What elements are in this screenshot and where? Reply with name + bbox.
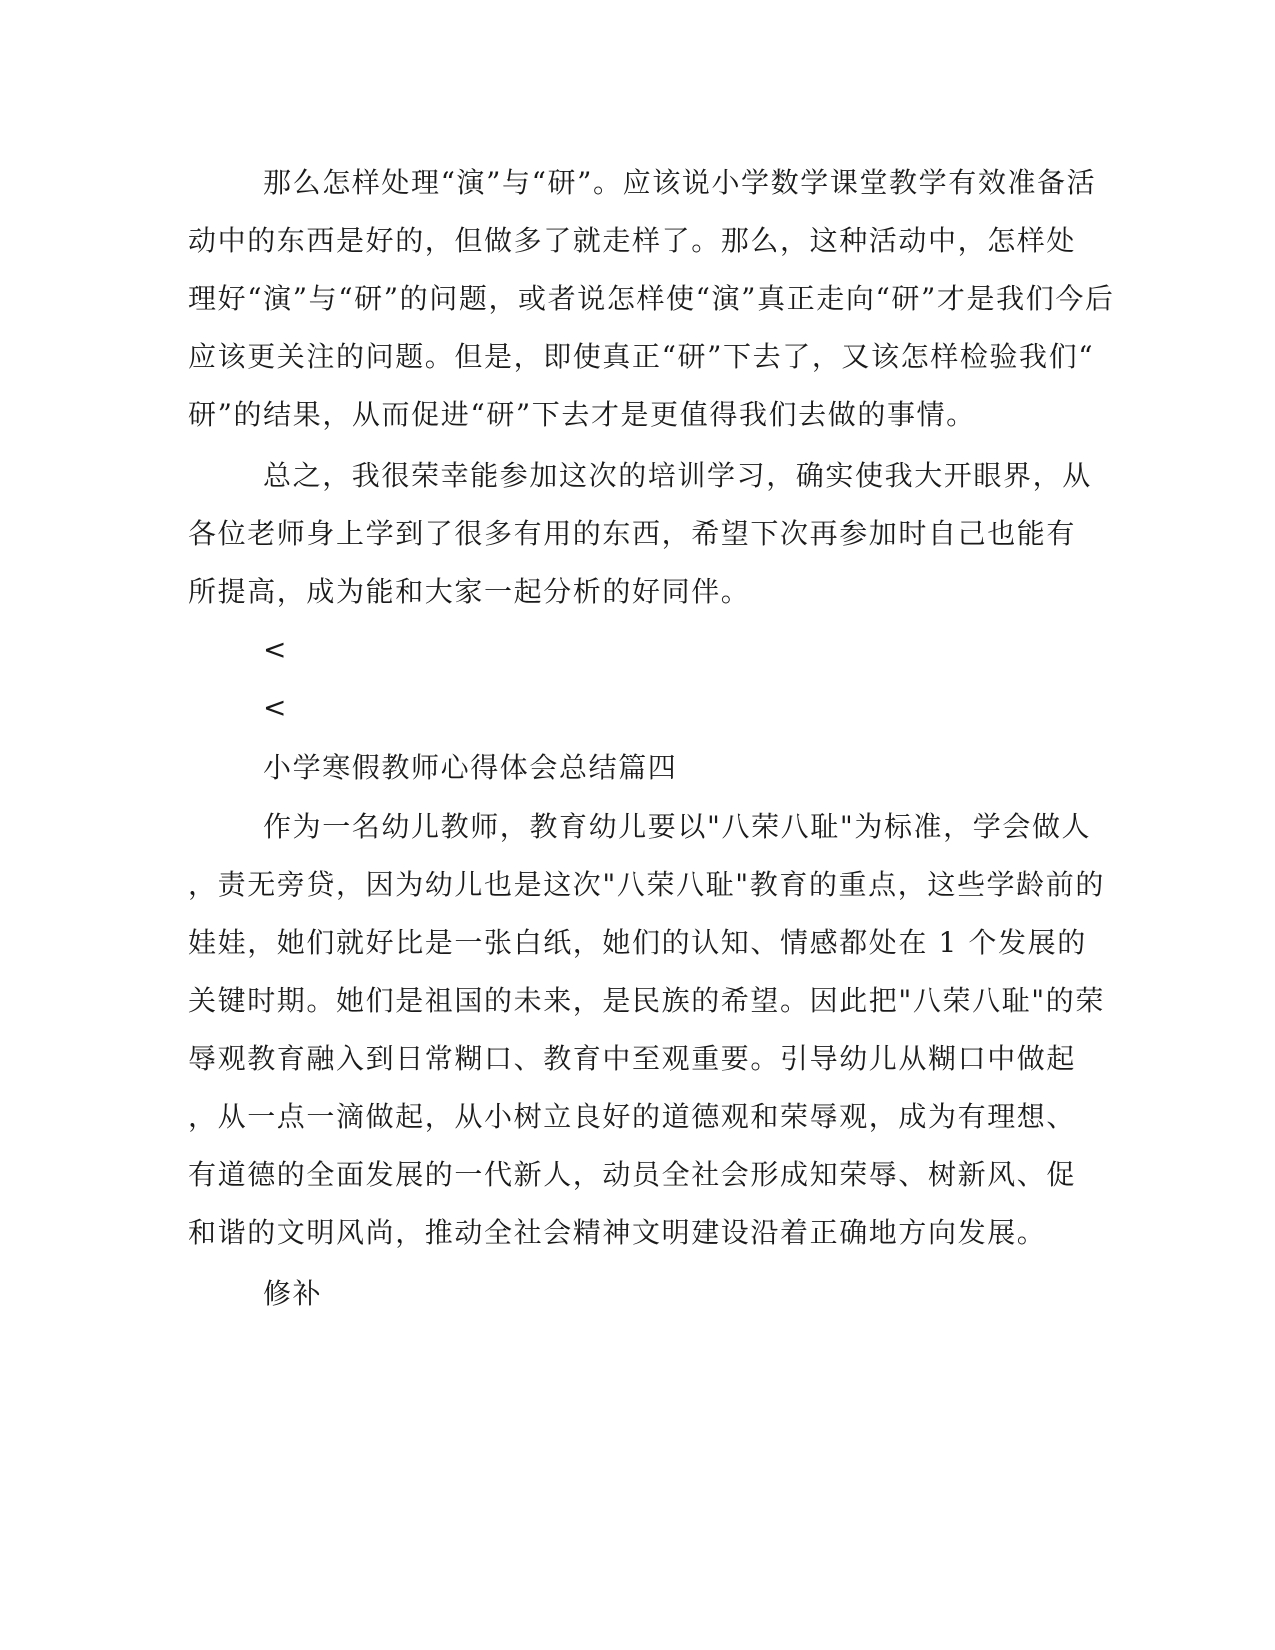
trailing-word: 修补	[263, 1277, 323, 1310]
paragraph-3-line-1: 作为一名幼儿教师，教育幼儿要以"八荣八耻"为标准，学会做人	[263, 810, 1092, 843]
paragraph-3-line-7: 有道德的全面发展的一代新人，动员全社会形成知荣辱、树新风、促	[188, 1158, 1077, 1191]
separator-mark-1: <	[263, 633, 289, 666]
paragraph-2-line-3: 所提高，成为能和大家一起分析的好同伴。	[188, 575, 751, 608]
paragraph-2-line-2: 各位老师身上学到了很多有用的东西，希望下次再参加时自己也能有	[188, 517, 1077, 550]
paragraph-3-line-6: ，从一点一滴做起，从小树立良好的道德观和荣辱观，成为有理想、	[188, 1100, 1077, 1133]
paragraph-3-line-5: 辱观教育融入到日常糊口、教育中至观重要。引导幼儿从糊口中做起	[188, 1042, 1077, 1075]
paragraph-1-line-2: 动中的东西是好的，但做多了就走样了。那么，这种活动中，怎样处	[188, 224, 1077, 257]
section-heading: 小学寒假教师心得体会总结篇四	[263, 751, 678, 784]
paragraph-1-line-4: 应该更关注的问题。但是，即使真正“研”下去了，又该怎样检验我们“	[188, 340, 1095, 373]
separator-mark-2: <	[263, 691, 289, 724]
paragraph-1-line-1: 那么怎样处理“演”与“研”。应该说小学数学课堂教学有效准备活	[263, 166, 1097, 199]
paragraph-3-line-3: 娃娃，她们就好比是一张白纸，她们的认知、情感都处在 1 个发展的	[188, 926, 1087, 959]
paragraph-1-line-3: 理好“演”与“研”的问题，或者说怎样使“演”真正走向“研”才是我们今后	[188, 282, 1115, 315]
paragraph-3-line-4: 关键时期。她们是祖国的未来，是民族的希望。因此把"八荣八耻"的荣	[188, 984, 1105, 1017]
paragraph-3-line-8: 和谐的文明风尚，推动全社会精神文明建设沿着正确地方向发展。	[188, 1216, 1047, 1249]
paragraph-3-line-2: ，责无旁贷，因为幼儿也是这次"八荣八耻"教育的重点，这些学龄前的	[188, 868, 1105, 901]
paragraph-1-line-5: 研”的结果，从而促进“研”下去才是更值得我们去做的事情。	[188, 398, 976, 431]
paragraph-2-line-1: 总之，我很荣幸能参加这次的培训学习，确实使我大开眼界，从	[263, 459, 1092, 492]
